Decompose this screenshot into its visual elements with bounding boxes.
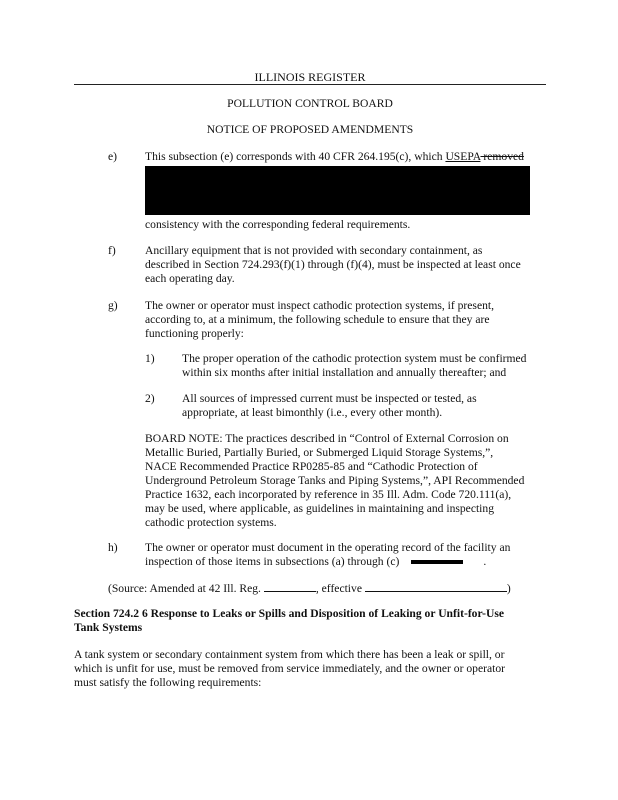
item-e-paragraph (145, 150, 543, 164)
register-title: ILLINOIS REGISTER (254, 70, 366, 84)
section-body-line: A tank system or secondary containment system from which there has been a leak or spill, or (74, 648, 505, 661)
item-g1-label: 1) (145, 352, 155, 365)
item-g-line: according to, at a minimum, the following schedule to ensure that they are (145, 313, 490, 326)
item-g2-line: appropriate, at least bimonthly (i.e., every other month). (182, 406, 443, 419)
header-rule (74, 84, 546, 85)
item-f-label: f) (108, 244, 116, 257)
item-g-line: functioning properly: (145, 327, 244, 340)
register-blank (264, 580, 316, 592)
item-g1-paragraph (182, 352, 543, 380)
source-note (108, 580, 548, 596)
source-post: ) (506, 582, 511, 595)
board-note-line: Metallic Buried, Partially Buried, or Submerged Liquid Storage Systems,”, (145, 446, 494, 459)
item-h-label: h) (108, 541, 118, 554)
item-e-struck-text: removed (480, 150, 524, 163)
item-h-line-1: The owner or operator must document in the operating record of the facility an (145, 541, 511, 554)
item-g2-label: 2) (145, 392, 155, 405)
item-h-paragraph (145, 541, 543, 569)
item-f-line: described in Section 724.293(f)(1) through (f)(4), must be inspected at least once (145, 258, 521, 271)
notice-title: NOTICE OF PROPOSED AMENDMENTS (206, 123, 414, 136)
item-f-paragraph (145, 244, 543, 286)
item-e-line-1-text: This subsection (e) corresponds with 40 CFR 264.195(c), which (145, 150, 446, 163)
redaction-block (145, 166, 530, 215)
board-note-line: Practice 1632, each incorporated by reference in 35 Ill. Adm. Code 720.111(a), (145, 488, 512, 501)
board-note-line: NACE Recommended Practice RP0285-85 and “Cathodic Protection of (145, 460, 478, 473)
item-g-paragraph (145, 299, 543, 341)
item-e-label: e) (108, 150, 118, 163)
item-g2-line: All sources of impressed current must be inspected or tested, as (182, 392, 477, 405)
board-note-line: cathodic protection systems. (145, 516, 277, 529)
board-name: POLLUTION CONTROL BOARD (227, 97, 393, 110)
item-g-label: g) (108, 299, 118, 312)
item-e-last-line: consistency with the corresponding federal requirements. (145, 218, 411, 231)
section-body-line: which is unfit for use, must be removed from service immediately, and the owner or operator (74, 662, 505, 675)
section-heading-line-1: Section 724.2 6 Response to Leaks or Spills and Disposition of Leaking or Unfit-for-Use (74, 607, 505, 620)
item-e-line-1 (145, 150, 543, 164)
item-g1-line: The proper operation of the cathodic protection system must be confirmed (182, 352, 527, 365)
section-body-line: must satisfy the following requirements: (74, 676, 262, 689)
board-note-line: may be used, where applicable, as guidelines in maintaining and inspecting (145, 502, 495, 515)
item-g2-paragraph (182, 392, 543, 420)
effective-date-blank (365, 580, 507, 592)
item-h-line-2 (145, 555, 543, 569)
item-g1-line: within six months after initial installation and annually thereafter; and (182, 366, 507, 379)
source-pre: (Source: Amended at 42 Ill. Reg. (108, 582, 264, 595)
section-heading (74, 607, 546, 635)
section-body (74, 648, 546, 690)
item-f-line: each operating day. (145, 272, 235, 285)
item-h-line-2-end: . (483, 555, 487, 568)
item-f-line: Ancillary equipment that is not provided with secondary containment, as (145, 244, 483, 257)
source-mid: , effective (315, 582, 365, 595)
item-g-line: The owner or operator must inspect cathodic protection systems, if present, (145, 299, 495, 312)
board-note-line: BOARD NOTE: The practices described in “Control of External Corrosion on (145, 432, 509, 445)
item-h-line-2-text: inspection of those items in subsections (a) through (c) (145, 555, 400, 568)
board-note-line: Underground Petroleum Storage Tanks and Piping Systems,”, API Recommended (145, 474, 525, 487)
small-redaction (411, 560, 463, 564)
section-heading-line-2: Tank Systems (74, 621, 143, 634)
board-note (145, 432, 543, 530)
item-e-inserted-text: USEPA (445, 150, 481, 163)
